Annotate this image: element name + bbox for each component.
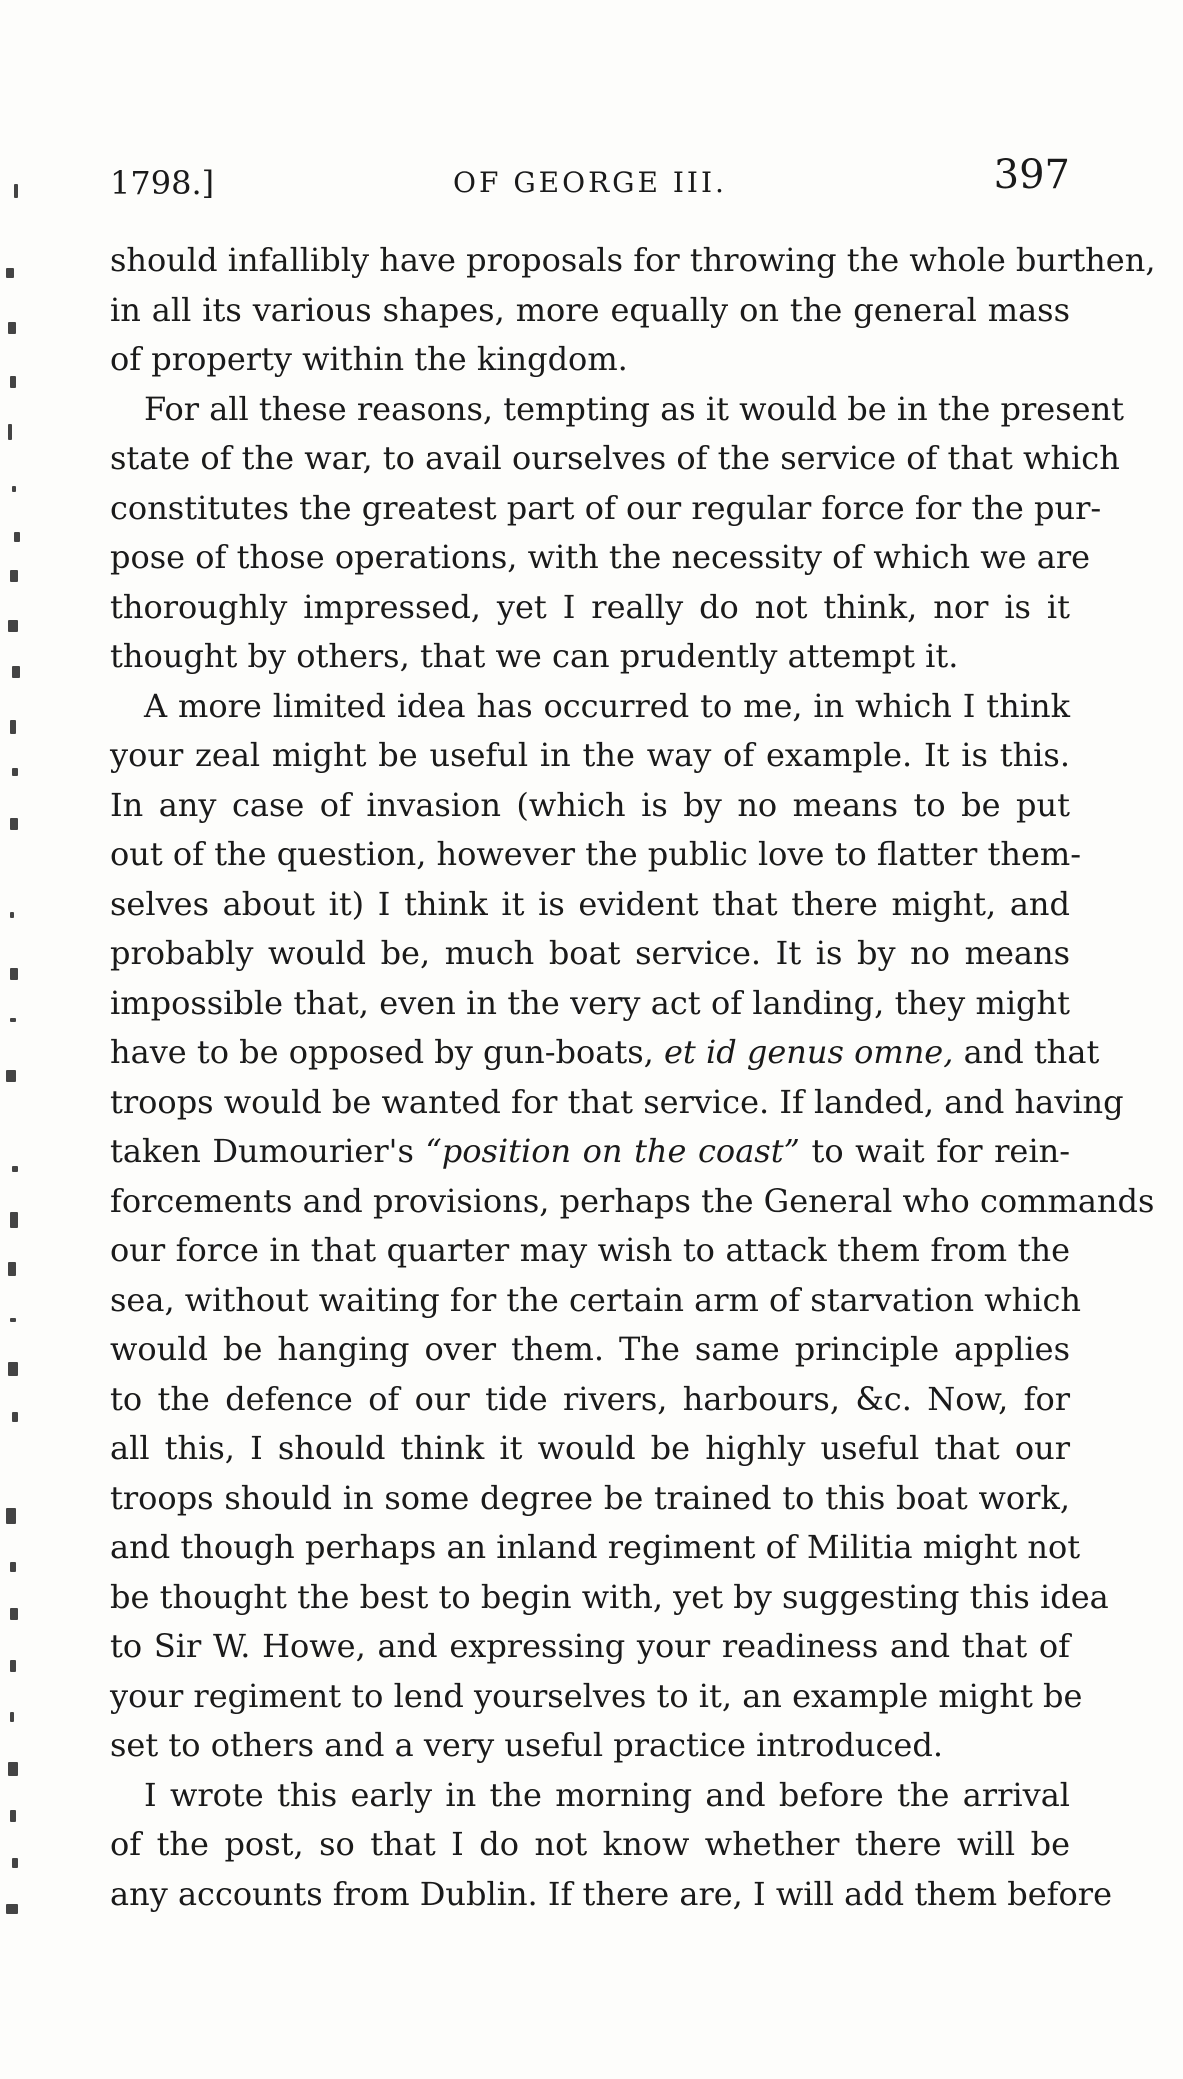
text-line: of property within the kingdom. [110,340,628,378]
text-line: set to others and a very useful practice introduced. [110,1726,944,1764]
text-line: your regiment to lend yourselves to it, an example might be [110,1676,1083,1715]
text-line: A more limited idea has occurred to me, in which I think [144,686,1070,725]
text-line: sea, without waiting for the certain arm of starvation which [110,1280,1081,1319]
text-line: to the defence of our tide rivers, harbours, &c. Now, for [110,1379,1070,1418]
text-line: to Sir W. Howe, and expressing your readiness and that of [110,1627,1070,1665]
text-line: of the post, so that I do not know whether there will be [110,1825,1070,1863]
text-line: In any case of invasion (which is by no means to be put [110,785,1070,824]
running-header [110,148,1070,208]
text-line: our force in that quarter may wish to attack them from the [110,1231,1070,1269]
text-line: troops should in some degree be trained to this boat work, [110,1478,1070,1517]
text-line: pose of those operations, with the necessity of which we are [110,538,1091,576]
text-line: I wrote this early in the morning and before the arrival [144,1775,1070,1814]
text-line: should infallibly have proposals for throwing the whole burthen, [110,241,1156,279]
text-line: thoroughly impressed, yet I really do not think, nor is it [110,587,1070,626]
left-margin-bleed-through [0,150,60,2050]
text-line: constitutes the greatest part of our regular force for the pur- [110,488,1102,527]
text-line: For all these reasons, tempting as it would be in the present [144,389,1125,428]
text-line: would be hanging over them. The same principle applies [110,1330,1070,1368]
text-line: in all its various shapes, more equally on the general mass [110,290,1070,329]
text-line: forcements and provisions, perhaps the General who commands [110,1181,1155,1220]
italic-phrase: et id genus omne, [663,1033,954,1071]
text-line-with-italic [110,1127,1070,1177]
text-line: impossible that, even in the very act of landing, they might [110,983,1070,1022]
text-line: selves about it) I think it is evident that there might, and [110,884,1070,923]
text-line: thought by others, that we can prudently attempt it. [110,637,959,675]
text-line: your zeal might be useful in the way of example. It is this. [110,736,1070,774]
text-segment: taken Dumourier's [110,1132,414,1170]
italic-phrase: “position on the coast” [425,1132,800,1170]
page-number: 397 [993,152,1070,198]
text-line: probably would be, much boat service. It is by no means [110,934,1070,972]
text-line: state of the war, to avail ourselves of the service of that which [110,439,1120,477]
text-segment: have to be opposed by gun-boats, [110,1033,654,1071]
header-year: 1798.] [110,164,215,202]
text-line: be thought the best to begin with, yet by suggesting this idea [110,1577,1109,1616]
text-line: any accounts from Dublin. If there are, I will add them before [110,1874,1112,1913]
text-line: and though perhaps an inland regiment of Militia might not [110,1528,1081,1566]
text-line: all this, I should think it would be highly useful that our [110,1429,1070,1467]
text-line-with-italic [110,1028,1100,1078]
text-line: out of the question, however the public love to flatter them- [110,835,1082,873]
body-text [110,236,1156,1919]
text-segment: to wait for rein- [811,1132,1071,1170]
text-line: troops would be wanted for that service. If landed, and having [110,1082,1124,1121]
text-segment: and that [963,1033,1100,1071]
running-title: OF GEORGE III. [453,166,727,199]
